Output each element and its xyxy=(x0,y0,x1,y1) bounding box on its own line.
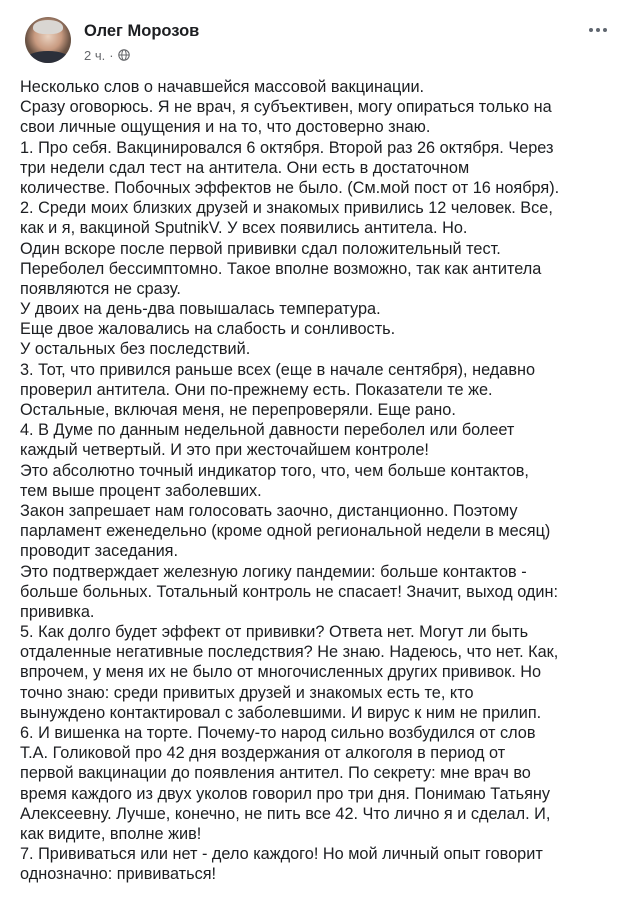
post-text-line: впрочем, у меня их не было от многочисленных других прививок. Но xyxy=(20,663,542,682)
post-text-line: 7. Прививаться или нет - дело каждого! Но мой личный опыт говорит xyxy=(20,845,543,864)
post-text-line: Это подтверждает железную логику пандемии: больше контактов - xyxy=(20,562,527,581)
post-text-line: свои личные ощущения и на то, что достоверно знаю. xyxy=(20,118,431,137)
post-text-line: У остальных без последствий. xyxy=(20,340,251,359)
post-text-line: три недели сдал тест на антитела. Они есть в достаточном xyxy=(20,158,470,177)
avatar-suit xyxy=(25,51,71,63)
post-text-line: Сразу оговорюсь. Я не врач, я субъективен, могу опираться только на xyxy=(20,98,552,117)
post-text-line: проверил антитела. Они по-прежнему есть. Показатели те же. xyxy=(20,380,493,399)
post-text xyxy=(20,77,620,885)
post-text-line: как и я, вакциной SputnikV. У всех появились антитела. Но. xyxy=(20,219,468,238)
post-text-line: Несколько слов о начавшейся массовой вакцинации. xyxy=(20,78,425,96)
post-text-line: точно знаю: среди привитых друзей и знакомых есть те, кто xyxy=(20,683,474,702)
post-text-line: 3. Тот, что привился раньше всех (еще в начале сентября), недавно xyxy=(20,360,536,379)
post-text-line: каждый четвертый. И это при жесточайшем контроле! xyxy=(20,441,429,460)
more-dot xyxy=(603,28,607,32)
post-text-line: Остальные, включая меня, не перепроверяли. Еще рано. xyxy=(20,401,456,419)
post-text-line: отдаленные негативные последствия? Не знаю. Надеюсь, что нет. Как, xyxy=(20,643,559,662)
post-text-line: 2. Среди моих близких друзей и знакомых привились 12 человек. Все, xyxy=(20,199,553,218)
post-text-line: Переболел бессимптомно. Такое вполне возможно, так как антитела xyxy=(20,259,542,278)
post-text-line: 6. И вишенка на торте. Почему-то народ сильно возбудился от слов xyxy=(20,724,536,742)
more-options-icon[interactable] xyxy=(588,20,608,40)
post-text-line: как видите, вполне жив! xyxy=(20,824,202,843)
avatar[interactable] xyxy=(25,17,71,63)
post-text-line: время каждого из двух уколов говорил про три дня. Понимаю Татьяну xyxy=(20,784,551,803)
avatar-hair xyxy=(33,20,63,34)
post-text-line: первой вакцинации до появления антител. По секрету: мне врач во xyxy=(20,764,531,783)
post-text-line: прививка. xyxy=(20,602,95,621)
post-text-line: вынуждено контактировал с заболевшими. И вирус к ним не прилип. xyxy=(20,703,542,722)
more-dot xyxy=(589,28,593,32)
post-text-line: Закон запрешает нам голосовать заочно, дистанционно. Поэтому xyxy=(20,501,518,520)
post-text-line: У двоих на день-два повышалась температура. xyxy=(20,300,381,319)
globe-icon[interactable] xyxy=(118,49,130,61)
post-meta xyxy=(84,47,130,63)
post-text-line: проводит заседания. xyxy=(20,542,179,561)
author-name[interactable]: Олег Морозов xyxy=(84,22,200,40)
post-text-line: больше больных. Тотальный контроль не спасает! Значит, выход один: xyxy=(20,582,559,601)
post-text-line: Алексеевну. Лучше, конечно, не пить все 42. Что лично я и сделал. И, xyxy=(20,804,551,823)
post-text-line: однозначно: прививаться! xyxy=(20,865,217,884)
post-text-line: Один вскоре после первой прививки сдал положительный тест. xyxy=(20,239,501,258)
post-text-line: 1. Про себя. Вакцинировался 6 октября. Второй раз 26 октября. Через xyxy=(20,138,554,157)
post-text-line: тем выше процент заболевших. xyxy=(20,481,262,500)
post-text-line: количестве. Побочных эффектов не было. (См.мой пост от 16 ноября). xyxy=(20,178,560,197)
post-text-line: Еще двое жаловались на слабость и сонливость. xyxy=(20,320,396,339)
post-header xyxy=(0,0,628,70)
post-text-line: 5. Как долго будет эффект от прививки? Ответа нет. Могут ли быть xyxy=(20,623,529,642)
post-text-line: Это абсолютно точный индикатор того, что, чем больше контактов, xyxy=(20,461,529,480)
post-text-line: Т.А. Голиковой про 42 дня воздержания от алкоголя в период от xyxy=(20,744,506,763)
post-text-line: 4. В Думе по данным недельной давности переболел или болеет xyxy=(20,421,515,440)
meta-separator: · xyxy=(109,47,114,63)
post-text-line: появляются не сразу. xyxy=(20,279,181,298)
post-text-line: парламент еженедельно (кроме одной региональной недели в месяц) xyxy=(20,522,551,541)
post-time[interactable]: 2 ч. xyxy=(84,47,106,63)
more-dot xyxy=(596,28,600,32)
